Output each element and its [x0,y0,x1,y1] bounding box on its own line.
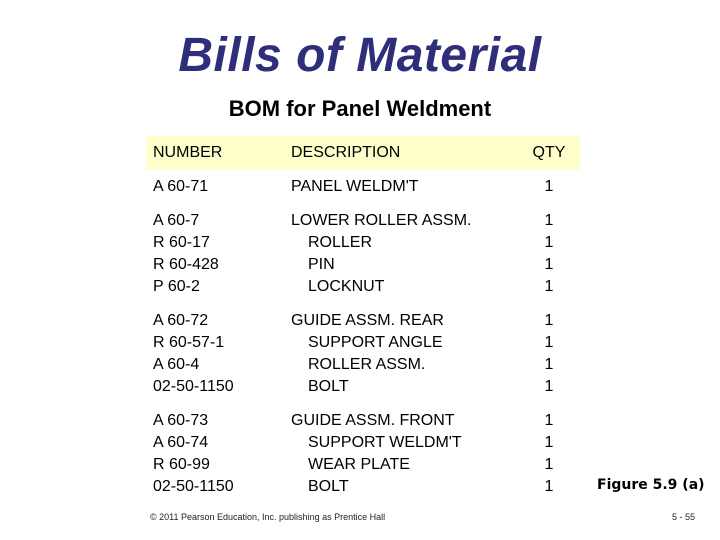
qty-cell [518,404,580,504]
part-number: 02-50-1150 [153,378,234,395]
part-number: R 60-428 [153,256,219,273]
number-cell [146,304,285,404]
slide-title: Bills of Material [178,29,542,82]
part-number: R 60-17 [153,234,210,251]
header-description: DESCRIPTION [291,144,401,161]
part-description: PIN [308,256,335,273]
qty-cell [518,304,580,404]
part-qty: 1 [544,312,554,329]
figure-label: Figure 5.9 (a) [597,477,705,493]
table-row [146,304,580,404]
header-number: NUMBER [153,144,223,161]
part-number: R 60-57-1 [153,334,225,351]
bom-table [146,136,580,504]
table-row [146,404,580,504]
part-qty: 1 [544,278,554,295]
table-row [146,170,580,204]
part-description: SUPPORT WELDM'T [308,434,462,451]
table-row [146,204,580,304]
part-number: A 60-7 [153,212,200,229]
part-description: GUIDE ASSM. REAR [291,312,444,329]
description-cell [285,170,518,204]
description-cell [285,404,518,504]
part-qty: 1 [544,178,554,195]
part-qty: 1 [544,356,554,373]
part-description: SUPPORT ANGLE [308,334,443,351]
part-qty: 1 [544,412,554,429]
part-qty: 1 [544,234,554,251]
page-number: 5 - 55 [672,512,696,522]
part-description: ROLLER [308,234,373,251]
part-qty: 1 [544,456,554,473]
part-number: A 60-71 [153,178,209,195]
qty-cell [518,170,580,204]
table-header-row [146,136,580,170]
part-description: LOWER ROLLER ASSM. [291,212,472,229]
header-qty: QTY [532,144,566,161]
number-cell [146,404,285,504]
part-description: BOLT [308,378,349,395]
part-description: GUIDE ASSM. FRONT [291,412,455,429]
part-qty: 1 [544,334,554,351]
part-qty: 1 [544,212,554,229]
description-cell [285,304,518,404]
description-cell [285,204,518,304]
table-caption: BOM for Panel Weldment [228,96,492,121]
part-description: WEAR PLATE [308,456,410,473]
part-number: 02-50-1150 [153,478,234,495]
part-number: R 60-99 [153,456,210,473]
part-description: PANEL WELDM'T [291,178,419,195]
number-cell [146,170,285,204]
number-cell [146,204,285,304]
part-qty: 1 [544,434,554,451]
part-number: A 60-74 [153,434,209,451]
part-description: LOCKNUT [308,278,385,295]
copyright-footer: © 2011 Pearson Education, Inc. publishing as Prentice Hall [150,512,386,522]
part-qty: 1 [544,478,554,495]
part-description: BOLT [308,478,349,495]
qty-cell [518,204,580,304]
part-description: ROLLER ASSM. [308,356,426,373]
part-number: P 60-2 [153,278,200,295]
part-number: A 60-72 [153,312,209,329]
part-number: A 60-73 [153,412,209,429]
part-number: A 60-4 [153,356,200,373]
part-qty: 1 [544,378,554,395]
part-qty: 1 [544,256,554,273]
